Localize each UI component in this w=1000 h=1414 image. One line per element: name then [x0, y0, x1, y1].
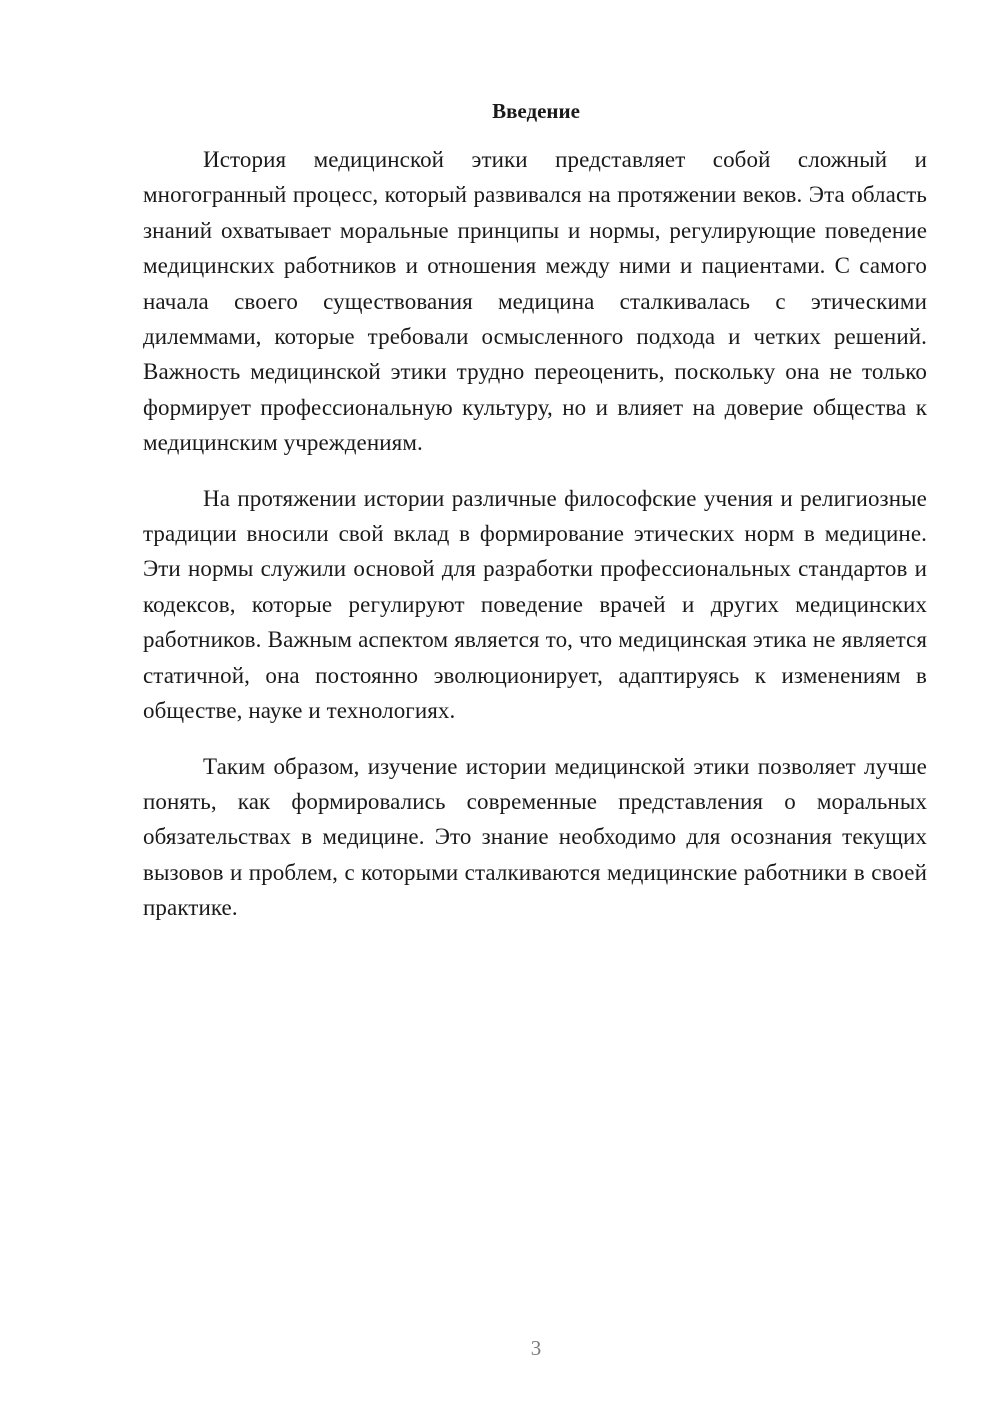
- page-number: 3: [530, 1336, 542, 1360]
- paragraph-3: Таким образом, изучение истории медицинской этики позволяет лучше понять, как формировались современные представления о моральных обязательствах в медицине. Это знание необходимо для осознания текущих вызовов и проблем, с которыми сталкиваются медицинские работники в своей практике.: [143, 753, 927, 921]
- paragraph-1: История медицинской этики представляет собой сложный и многогранный процесс, который развивался на протяжении веков. Эта область знаний охватывает моральные принципы и нормы, регулирующие поведение медицинских работников и отношения между ними и пациентами. С самого начала своего существования медицина сталкивалась с этическими дилеммами, которые требовали осмысленного подхода и четких решений. Важность медицинской этики трудно переоценить, поскольку она не только формирует профессиональную культуру, но и влияет на доверие общества к медицинским учреждениям.: [143, 147, 927, 456]
- body-text: [143, 142, 927, 946]
- section-title: Введение: [492, 99, 580, 123]
- paragraph-2: На протяжении истории различные философские учения и религиозные традиции вносили свой вклад в формирование этических норм в медицине. Эти нормы служили основой для разработки профессиональных стандартов и кодексов, которые регулируют поведение врачей и других медицинских работников. Важным аспектом является то, что медицинская этика не является статичной, она постоянно эволюционирует, адаптируясь к изменениям в обществе, науке и технологиях.: [143, 485, 927, 724]
